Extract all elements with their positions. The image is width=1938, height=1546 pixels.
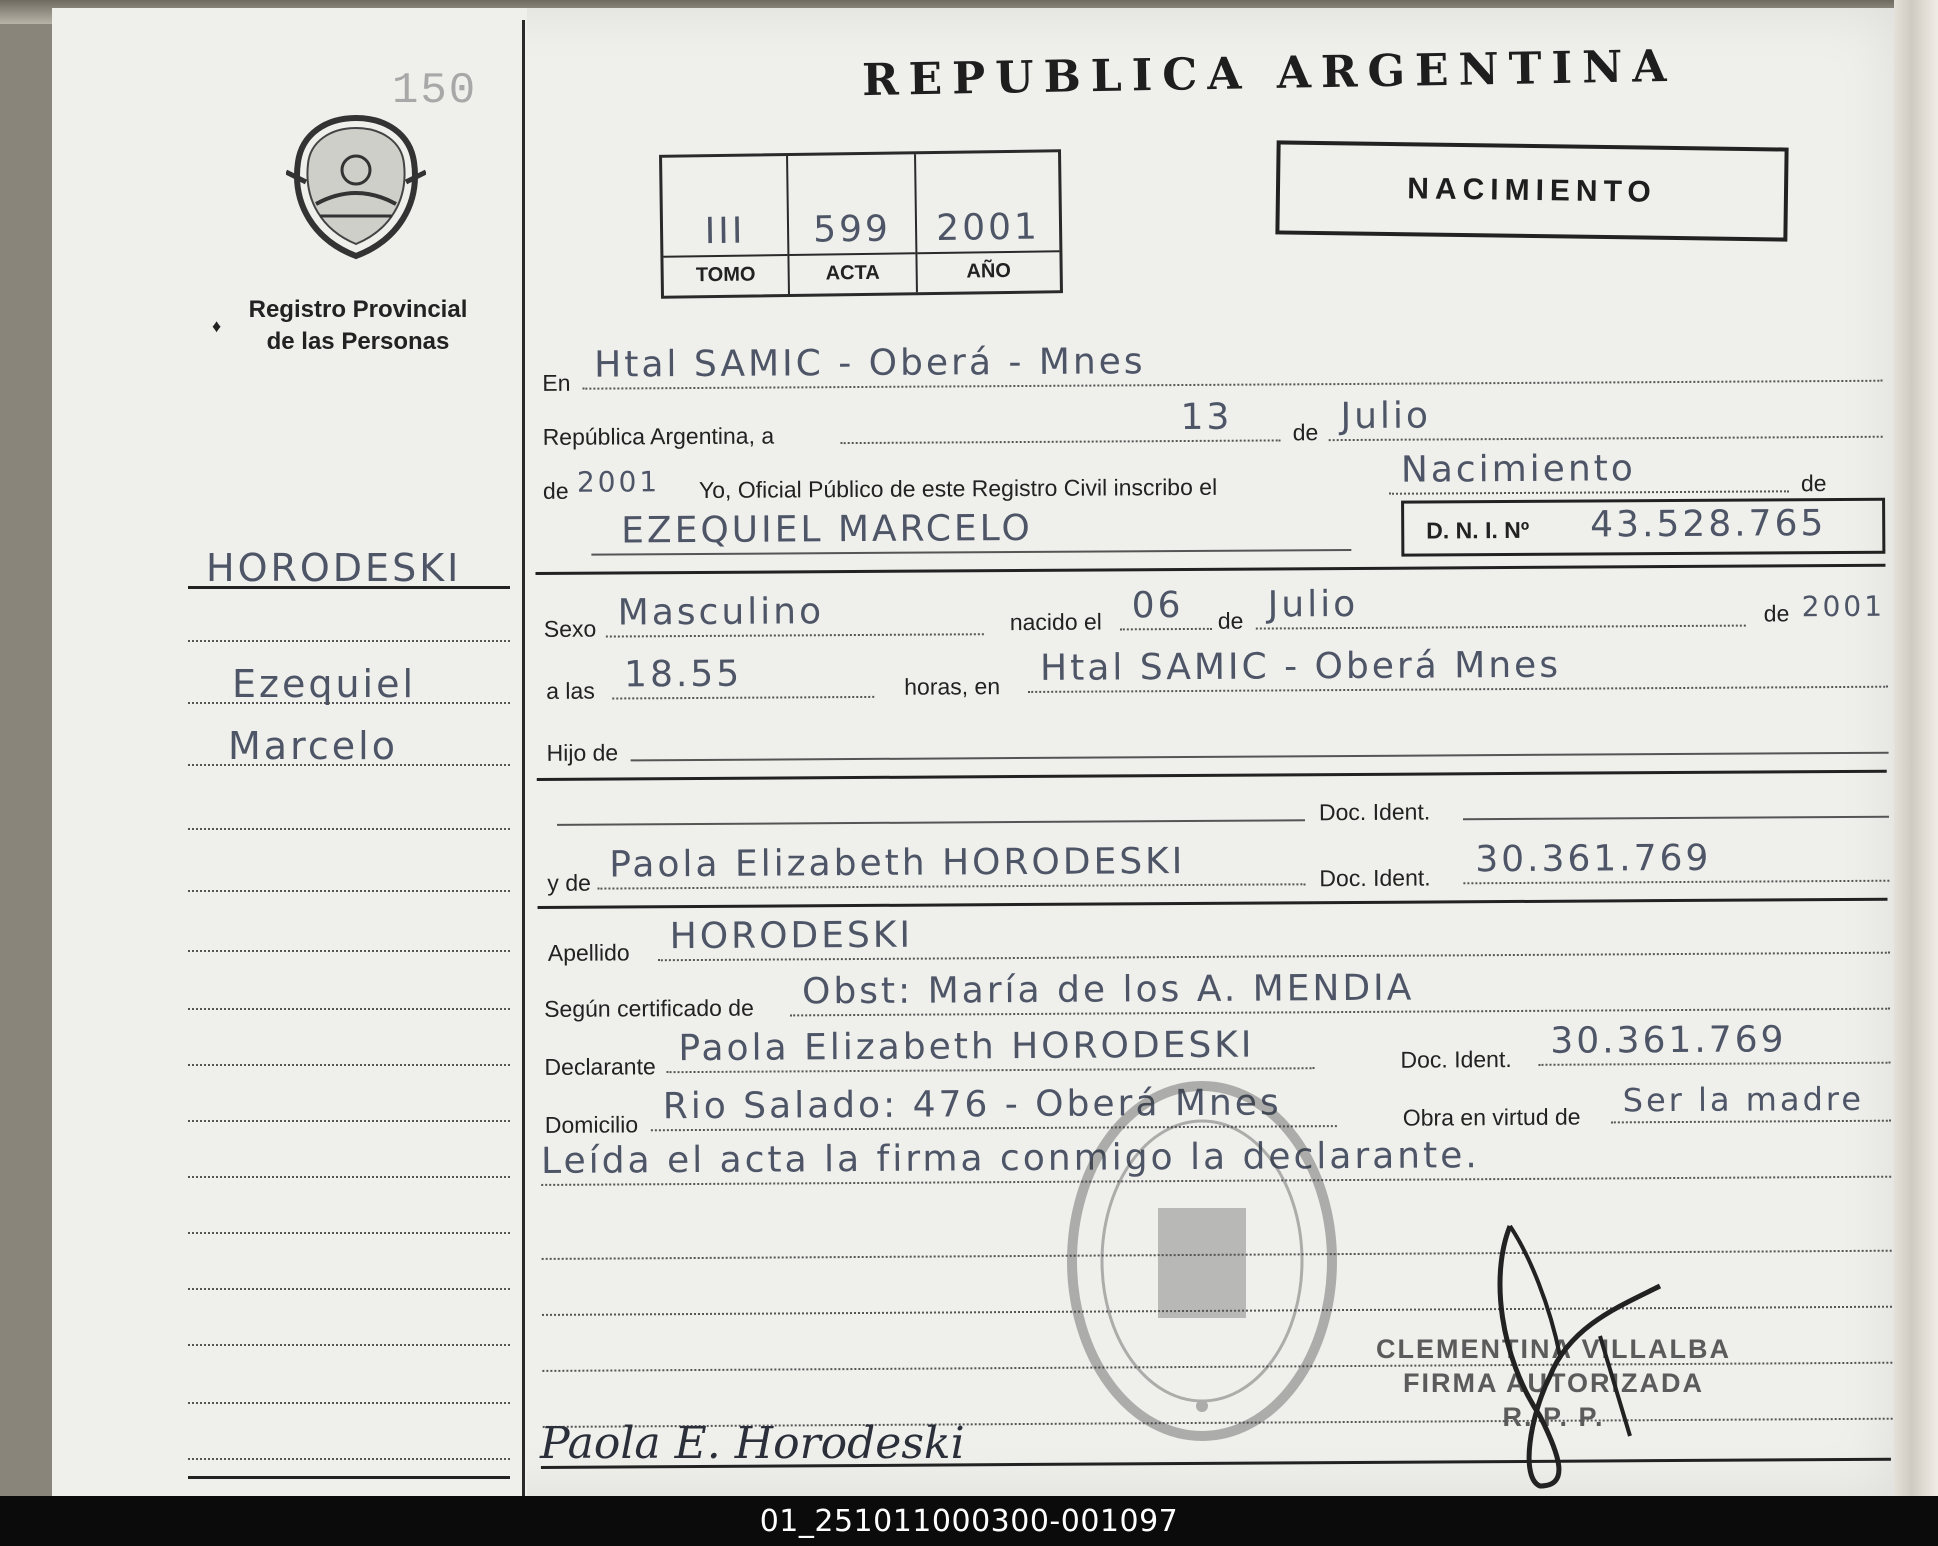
record-type-box: NACIMIENTO: [1275, 140, 1788, 241]
nacido-label: nacido el: [1009, 608, 1102, 636]
tomo-value: III: [704, 210, 746, 253]
acta-value: 599: [812, 208, 892, 251]
official-name: CLEMENTINA VILLALBA: [1376, 1334, 1731, 1364]
form-row-mother: [533, 837, 1891, 900]
note-value: Leída el acta la firma conmigo la declarante.: [540, 1135, 1480, 1182]
margin-line: [188, 1232, 510, 1234]
registry-reference-table: [659, 149, 1063, 299]
margin-line: [188, 890, 510, 892]
name-field: [591, 507, 1351, 556]
margin-line: [188, 764, 510, 766]
birth-day-value: 06: [1131, 585, 1184, 627]
y-de-label: y de: [547, 869, 591, 896]
form-row-en: [530, 338, 1888, 394]
horas-label: horas, en: [904, 673, 1001, 700]
provincial-seal-icon: [286, 112, 426, 262]
birth-month-value: Julio: [1267, 583, 1359, 626]
en-field: [582, 338, 1882, 390]
form-row-inscribo: [531, 448, 1889, 504]
official-stamp-icon: [1062, 1076, 1342, 1446]
sexo-field: [606, 591, 984, 637]
declarante-label: Declarante: [544, 1053, 656, 1080]
margin-given-name-2: Marcelo: [228, 724, 398, 768]
apellido-field: [658, 910, 1890, 962]
acta-label: ACTA: [789, 252, 916, 294]
day-field: [840, 397, 1280, 444]
form-row-sexo: [532, 583, 1890, 642]
doc2-label: Doc. Ident.: [1319, 864, 1431, 892]
section-rule: [538, 898, 1888, 909]
father-field: [630, 710, 1888, 762]
form-row-apellido: [534, 912, 1892, 968]
obra-label: Obra en virtud de: [1402, 1103, 1581, 1131]
margin-line: [188, 1344, 510, 1346]
form-row-hijo: [532, 714, 1890, 770]
declarante-field: [666, 1025, 1314, 1073]
tomo-label: TOMO: [663, 254, 788, 296]
segun-label: Según certificado de: [544, 994, 754, 1022]
margin-line: [188, 1064, 510, 1066]
segun-value: Obst: María de los A. MENDIA: [801, 967, 1415, 1013]
inscribo-value: Nacimiento: [1400, 448, 1636, 491]
de-year-label: de: [542, 477, 569, 504]
margin-line: [188, 1458, 510, 1460]
mother-field: [597, 841, 1305, 889]
form-row-name: [531, 504, 1889, 560]
margin-line: [188, 1176, 510, 1178]
inscribo-label: Yo, Oficial Público de este Registro Civil inscribo el: [698, 473, 1218, 503]
margin-line: [188, 1120, 510, 1122]
mother-doc-field: [1463, 838, 1889, 885]
margin-given-name-1: Ezequiel: [232, 662, 417, 706]
official-office: R. P. P.: [1502, 1402, 1605, 1432]
country-title: REPUBLICA ARGENTINA: [861, 40, 1677, 107]
declarante-value: Paola Elizabeth HORODESKI: [678, 1024, 1255, 1070]
column-divider: [522, 20, 525, 1496]
form-row-date: [530, 394, 1888, 450]
registry-line-2: de las Personas: [266, 328, 450, 355]
margin-line: [188, 1288, 510, 1290]
segun-field: [790, 966, 1890, 1017]
margin-line: [188, 640, 510, 642]
de-birth-month-label: de: [1217, 607, 1244, 634]
form-row-segun: [534, 968, 1892, 1024]
image-id-bar: [0, 1496, 1938, 1546]
hour-value: 18.55: [623, 653, 743, 696]
margin-surname: HORODESKI: [206, 546, 462, 590]
en-label: En: [542, 369, 571, 396]
official-role: FIRMA AUTORIZADA: [1403, 1368, 1704, 1398]
en-value: Htal SAMIC - Oberá - Mnes: [594, 341, 1146, 386]
apellido-value: HORODESKI: [669, 914, 914, 958]
place-value: Htal SAMIC - Oberá Mnes: [1039, 644, 1562, 689]
form-row-declarante: [534, 1019, 1892, 1082]
father-doc-field: [1463, 774, 1889, 821]
margin-line: [188, 828, 510, 830]
dni-value: 43.528.765: [1590, 503, 1827, 546]
hijo-label: Hijo de: [546, 739, 619, 766]
registry-line-1: Registro Provincial: [248, 296, 468, 323]
bullet-mark: ♦: [212, 316, 222, 336]
domicilio-label: Domicilio: [544, 1111, 639, 1138]
section-rule: [535, 564, 1885, 575]
month-field: [1328, 394, 1882, 441]
declarante-doc-field: [1538, 1020, 1890, 1066]
dni-box: [1401, 498, 1885, 557]
registry-name: [208, 294, 508, 358]
doc1-label: Doc. Ident.: [1318, 798, 1431, 826]
folio-number: 150: [392, 66, 478, 116]
margin-line: [188, 1402, 510, 1404]
image-id-text: 01_251011000300-001097: [759, 1503, 1179, 1539]
margin-line: [188, 586, 510, 589]
sexo-value: Masculino: [617, 591, 825, 634]
ano-value: 2001: [935, 206, 1041, 249]
obra-field: [1611, 1078, 1891, 1124]
declarante-doc-value: 30.361.769: [1550, 1019, 1787, 1062]
mother-doc-value: 30.361.769: [1475, 837, 1712, 881]
obra-value: Ser la madre: [1622, 1079, 1865, 1120]
year-value: 2001: [576, 465, 661, 499]
domicilio-value: Rio Salado: 476 - Oberá Mnes: [662, 1082, 1282, 1128]
mother-value: Paola Elizabeth HORODESKI: [609, 841, 1186, 886]
day-value: 13: [1180, 396, 1233, 439]
ano-label: AÑO: [917, 250, 1060, 292]
birth-day-field: [1120, 586, 1212, 631]
form-row-hora: [532, 644, 1890, 706]
tomo-cell: [662, 156, 790, 296]
father-line: [557, 777, 1305, 826]
declarant-signature: Paola E. Horodeski: [540, 1418, 965, 1469]
photo-background-right: [1894, 0, 1938, 1496]
margin-line: [188, 1008, 510, 1010]
dni-label: D. N. I. Nº: [1426, 516, 1530, 544]
margin-line: [188, 702, 510, 704]
hour-field: [612, 654, 874, 700]
republica-label: República Argentina, a: [542, 422, 775, 450]
ano-cell: [916, 152, 1060, 292]
month-value: Julio: [1340, 395, 1432, 438]
doc3-label: Doc. Ident.: [1400, 1046, 1512, 1073]
birth-year-value: 2001: [1801, 589, 1886, 624]
sexo-label: Sexo: [543, 615, 597, 642]
inscribo-field: [1389, 448, 1789, 494]
de-label: de: [1292, 419, 1319, 446]
margin-line: [188, 950, 510, 952]
official-signature-icon: [1480, 1216, 1690, 1496]
apellido-label: Apellido: [547, 939, 630, 966]
de-birth-year-label: de: [1763, 600, 1790, 627]
a-las-label: a las: [546, 677, 595, 704]
acta-cell: [788, 154, 918, 294]
name-value: EZEQUIEL MARCELO: [621, 507, 1033, 552]
margin-line: [188, 1476, 510, 1479]
place-field: [1028, 644, 1888, 693]
birth-month-field: [1256, 583, 1746, 630]
de-name-label: de: [1800, 470, 1827, 497]
form-row-doc1: [533, 778, 1891, 834]
